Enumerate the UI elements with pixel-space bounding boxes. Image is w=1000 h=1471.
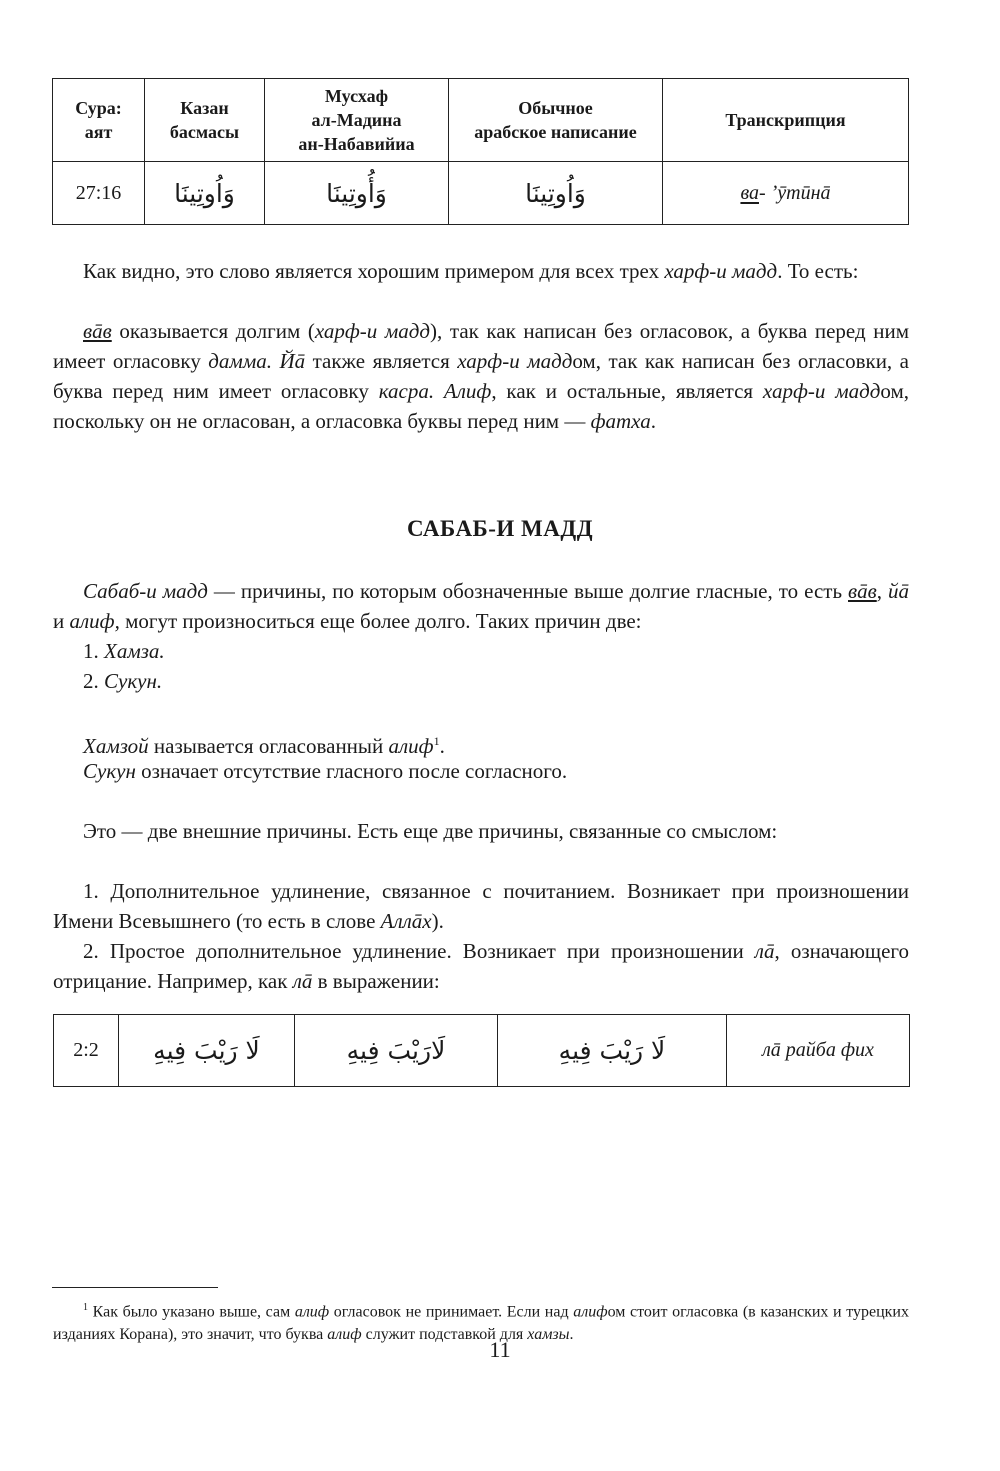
- cell-transcription: лā райба фих: [727, 1015, 910, 1087]
- footnote: $^1$ Как было указано выше, сам алиф огласовок не принимает. Если над алифом стоит огласовка (в казанских и турецких изданиях Корана), это значит, что буква алиф служит подставкой для хамзы.: [53, 1302, 909, 1344]
- footnote-divider: [52, 1287, 218, 1288]
- header-ordinary: Обычное арабское написание: [449, 79, 663, 162]
- paragraph-explanation: вāв оказывается долгим (харф-и мадд), так как написан без огласовок, а буква перед ним имеет огласовку дамма. Йā также является харф-и маддом, так как написан без огласовки, а буква перед ним имеет огласовку касра. Алиф, как и остальные, является харф-и маддом, поскольку он не огласован, а огласовка буквы перед ним — фатха.: [53, 319, 910, 433]
- page-number: 11: [489, 1337, 511, 1362]
- table-row: [53, 162, 909, 225]
- cell-ordinary: وَاُوتِينَا: [449, 162, 663, 225]
- cell-transcription: ва- ʼӯтӣнā: [663, 162, 909, 225]
- cell-kazan: وَاُوتِينَا: [145, 162, 265, 225]
- table-header-row: [53, 79, 909, 162]
- paragraph-sukun: Сукун означает отсутствие гласного после согласного.: [83, 759, 568, 783]
- section-heading: САБАБ-И МАДД: [406, 516, 594, 541]
- cell-ref: 27:16: [53, 162, 145, 225]
- list-item: 2. Сукун.: [83, 669, 163, 693]
- list-item: 1. Хамза.: [83, 639, 165, 663]
- comparison-table-1: [52, 78, 909, 225]
- paragraph-sabab: Сабаб-и мадд — причины, по которым обозначенные выше долгие гласные, то есть вāв, йā и алиф, могут произноситься еще более долго. Таких причин две:: [53, 579, 909, 633]
- table-row: [54, 1015, 910, 1087]
- list-item: 2. Простое дополнительное удлинение. Возникает при произношении лā, означающего отрицание. Например, как лā в выражении:: [53, 939, 909, 993]
- paragraph-example: Как видно, это слово является хорошим примером для всех трех харф-и мадд. То есть:: [83, 259, 859, 283]
- comparison-table-2: [53, 1014, 910, 1087]
- header-mushaf: Мусхаф ал-Мадина ан-Набавийиа: [265, 79, 449, 162]
- footnote-mark: 1: [83, 1302, 88, 1313]
- footnote-ref[interactable]: 1: [433, 734, 440, 748]
- cell-mushaf: لَارَيْبَ فِيهِ: [295, 1015, 498, 1087]
- header-sura-ayat: Сура: аят: [53, 79, 145, 162]
- paragraph-reasons: Это — две внешние причины. Есть еще две причины, связанные со смыслом:: [83, 819, 778, 843]
- cell-ordinary: لَا رَيْبَ فِيهِ: [498, 1015, 727, 1087]
- list-item: 1. Дополнительное удлинение, связанное с почитанием. Возникает при произношении Имени Всевышнего (то есть в слове Аллāх).: [53, 879, 909, 933]
- header-transcription: Транскрипция: [663, 79, 909, 162]
- cell-kazan: لَا رَيْبَ فِيهِ: [119, 1015, 295, 1087]
- header-kazan: Казан басмасы: [145, 79, 265, 162]
- cell-mushaf: وَأُوتِينَا: [265, 162, 449, 225]
- cell-ref: 2:2: [54, 1015, 119, 1087]
- paragraph-hamza: Хамзой называется огласованный алиф$^1$.: [83, 734, 445, 758]
